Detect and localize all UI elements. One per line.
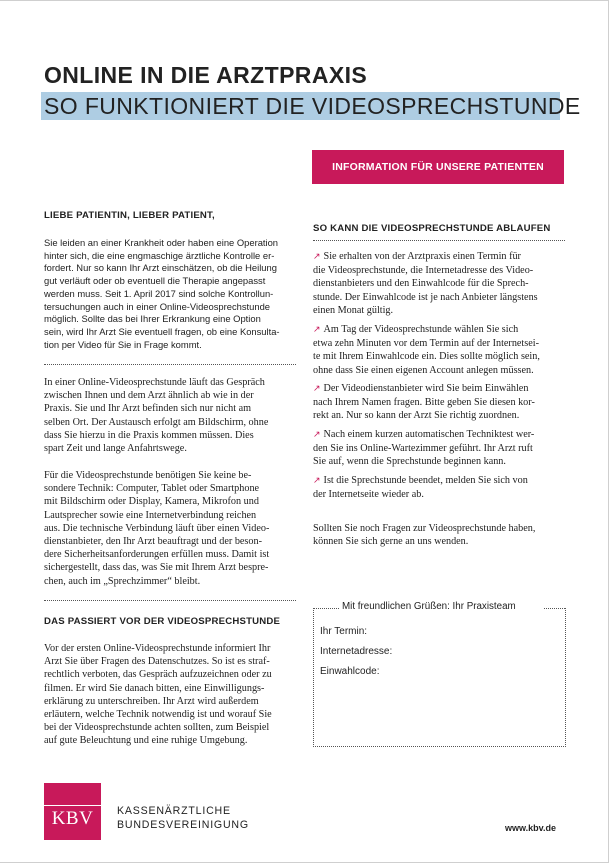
text-line: den Sie ins Online-Wartezimmer geführt. Ihr Arzt ruft bbox=[313, 443, 533, 455]
list-item bbox=[313, 250, 565, 317]
audience-banner: INFORMATION FÜR UNSERE PATIENTEN bbox=[312, 150, 564, 184]
text-line: ↗ Ist die Sprechstunde beendet, melden Sie sich von bbox=[313, 475, 528, 486]
text-line: fordert. Nur so kann Ihr Arzt einschätzen, ob die Heilung bbox=[44, 262, 277, 274]
appointment-box-title: Mit freundlichen Grüßen: Ihr Praxisteam bbox=[342, 601, 516, 612]
divider bbox=[44, 600, 296, 601]
document-title: ONLINE IN DIE ARZTPRAXIS bbox=[44, 62, 368, 88]
website-link[interactable]: www.kbv.de bbox=[505, 823, 557, 833]
text-line: sein, wird Ihr Arzt Sie eventuell fragen, ob eine Konsulta- bbox=[44, 325, 280, 337]
text-line: werden muss. Seit 1. April 2017 sind solche Kontrollun- bbox=[44, 287, 274, 299]
text-line: chen, auch im „Sprechzimmer“ bleibt. bbox=[44, 575, 201, 587]
text-line: Sollten Sie noch Fragen zur Videosprechstunde haben, bbox=[313, 523, 536, 534]
text-line: dienstanbieter, den Ihr Arzt beauftragt und der beson- bbox=[44, 536, 262, 548]
list-item bbox=[313, 428, 565, 469]
text-line: Praxis. Sie und Ihr Arzt befinden sich nur nicht am bbox=[44, 403, 252, 415]
text-line: einen Monat gültig. bbox=[313, 304, 394, 316]
text-line: ohne dass Sie einen eigenen Account anlegen müssen. bbox=[313, 364, 534, 376]
text-line: bei der Videosprechstunde achten sollten, zum Beispiel bbox=[44, 722, 270, 734]
text-line: Sie leiden an einer Krankheit oder haben eine Operation bbox=[44, 237, 279, 248]
text-line: tersuchungen auch in einer Online-Videosprechstunde bbox=[44, 300, 271, 312]
text-line: tion per Video für Sie in Frage kommt. bbox=[44, 338, 202, 350]
text-line: Arzt Sie über Fragen des Datenschutzes. So ist es straf- bbox=[44, 656, 270, 668]
text-line: auf gute Beleuchtung und eine ruhige Umgebung. bbox=[44, 735, 248, 747]
text-line: der Internetseite wieder ab. bbox=[313, 489, 424, 501]
text-line: die Videosprechstunde, die Internetadresse des Video- bbox=[313, 265, 534, 277]
arrow-up-right-icon: ↗ bbox=[313, 476, 321, 486]
organization-name-line1: KASSENÄRZTLICHE bbox=[117, 805, 231, 817]
text-line: spart Zeit und lange Anfahrtswege. bbox=[44, 443, 187, 455]
text-line: sichergestellt, dass das, was Sie mit Ihrem Arzt bespre- bbox=[44, 562, 269, 574]
arrow-up-right-icon: ↗ bbox=[313, 252, 321, 262]
appointment-label: Ihr Termin: bbox=[320, 626, 368, 637]
text-line: filmen. Er wird Sie danach bitten, eine Einwilligungs- bbox=[44, 682, 265, 694]
intro-paragraph bbox=[44, 237, 300, 351]
dial-in-code-label: Einwahlcode: bbox=[320, 666, 380, 677]
text-line: rekt an. Nur so kann der Arzt Sie richtig zuordnen. bbox=[313, 410, 520, 422]
text-line: dass Sie hierzu in die Praxis kommen müssen. Dies bbox=[44, 429, 254, 441]
arrow-up-right-icon: ↗ bbox=[313, 430, 321, 440]
text-line: können Sie sich gerne an uns wenden. bbox=[313, 536, 469, 548]
text-line: ↗ Sie erhalten von der Arztpraxis einen Termin für bbox=[313, 251, 521, 262]
text-line: In einer Online-Videosprechstunde läuft das Gespräch bbox=[44, 377, 265, 388]
text-line: Sie auf, wenn die Sprechstunde beginnen kann. bbox=[313, 456, 506, 468]
text-line: mit Bildschirm oder Display, Kamera, Mikrofon und bbox=[44, 496, 259, 508]
arrow-up-right-icon: ↗ bbox=[313, 384, 321, 394]
kbv-logo bbox=[44, 783, 101, 840]
text-line: erklärung zu unterschreiben. Ihr Arzt wird außerdem bbox=[44, 695, 259, 707]
text-line: stunde. Der Einwahlcode ist je nach Anbieter längstens bbox=[313, 291, 538, 303]
text-line: te mit Ihrem Einwahlcode ein. Dies sollte möglich sein, bbox=[313, 351, 540, 363]
text-line: gut verläuft oder ob eventuell die Therapie angepasst bbox=[44, 275, 266, 287]
internet-address-label: Internetadresse: bbox=[320, 646, 393, 657]
section-heading-process: SO KANN DIE VIDEOSPRECHSTUNDE ABLAUFEN bbox=[313, 223, 551, 234]
list-item bbox=[313, 474, 565, 501]
text-line: dere Sicherheitsanforderungen erfüllen muss. Damit ist bbox=[44, 549, 270, 561]
arrow-up-right-icon: ↗ bbox=[313, 325, 321, 335]
logo-rule bbox=[44, 805, 101, 806]
text-line: erläutern, welche Technik notwendig ist und worauf Sie bbox=[44, 709, 272, 721]
text-line: etwa zehn Minuten vor dem Termin auf der Internetsei- bbox=[313, 338, 539, 350]
list-item bbox=[313, 323, 565, 377]
text-line: sondere Technik: Computer, Tablet oder Smartphone bbox=[44, 483, 260, 495]
paragraph-before-session bbox=[44, 642, 300, 748]
greeting-heading: LIEBE PATIENTIN, LIEBER PATIENT, bbox=[44, 210, 215, 221]
organization-name-line2: BUNDESVEREINIGUNG bbox=[117, 819, 249, 831]
text-line: Für die Videosprechstunde benötigen Sie keine be- bbox=[44, 470, 252, 481]
text-line: dienstanbieters und den Einwahlcode für die Sprech- bbox=[313, 278, 529, 290]
closing-paragraph bbox=[313, 522, 565, 548]
text-line: ↗ Am Tag der Videosprechstunde wählen Sie sich bbox=[313, 324, 519, 335]
page-border-top bbox=[0, 0, 609, 1]
section-heading-before: DAS PASSIERT VOR DER VIDEOSPRECHSTUNDE bbox=[44, 616, 281, 627]
text-line: aus. Die technische Verbindung läuft über einen Video- bbox=[44, 522, 270, 534]
text-line: hinter sich, die eine engmaschige ärztliche Kontrolle er- bbox=[44, 249, 275, 261]
text-line: Lautsprecher sowie eine Internetverbindung reichen bbox=[44, 509, 257, 521]
text-line: Vor der ersten Online-Videosprechstunde informiert Ihr bbox=[44, 643, 271, 654]
paragraph-technology bbox=[44, 469, 300, 588]
document-subtitle: SO FUNKTIONIERT DIE VIDEOSPRECHSTUNDE bbox=[41, 92, 560, 120]
text-line: zwischen Ihnen und dem Arzt ähnlich ab wie in der bbox=[44, 390, 254, 402]
text-line: ↗ Der Videodienstanbieter wird Sie beim Einwählen bbox=[313, 383, 529, 394]
list-item bbox=[313, 382, 565, 423]
text-line: ↗ Nach einem kurzen automatischen Techniktest wer- bbox=[313, 429, 535, 440]
paragraph-how-it-works bbox=[44, 376, 300, 455]
text-line: nach Ihrem Namen fragen. Bitte geben Sie diesen kor- bbox=[313, 397, 535, 409]
box-top-border bbox=[313, 608, 339, 609]
divider bbox=[44, 364, 296, 365]
logo-text: KBV bbox=[51, 808, 94, 829]
text-line: möglich. Sollte das bei Ihrer Erkrankung eine Option bbox=[44, 313, 261, 325]
box-top-border bbox=[544, 608, 565, 609]
divider bbox=[313, 240, 565, 241]
text-line: selben Ort. Der Austausch erfolgt am Bildschirm, ohne bbox=[44, 416, 269, 428]
text-line: rechtlich verboten, das Gespräch aufzuzeichnen oder zu bbox=[44, 669, 272, 681]
